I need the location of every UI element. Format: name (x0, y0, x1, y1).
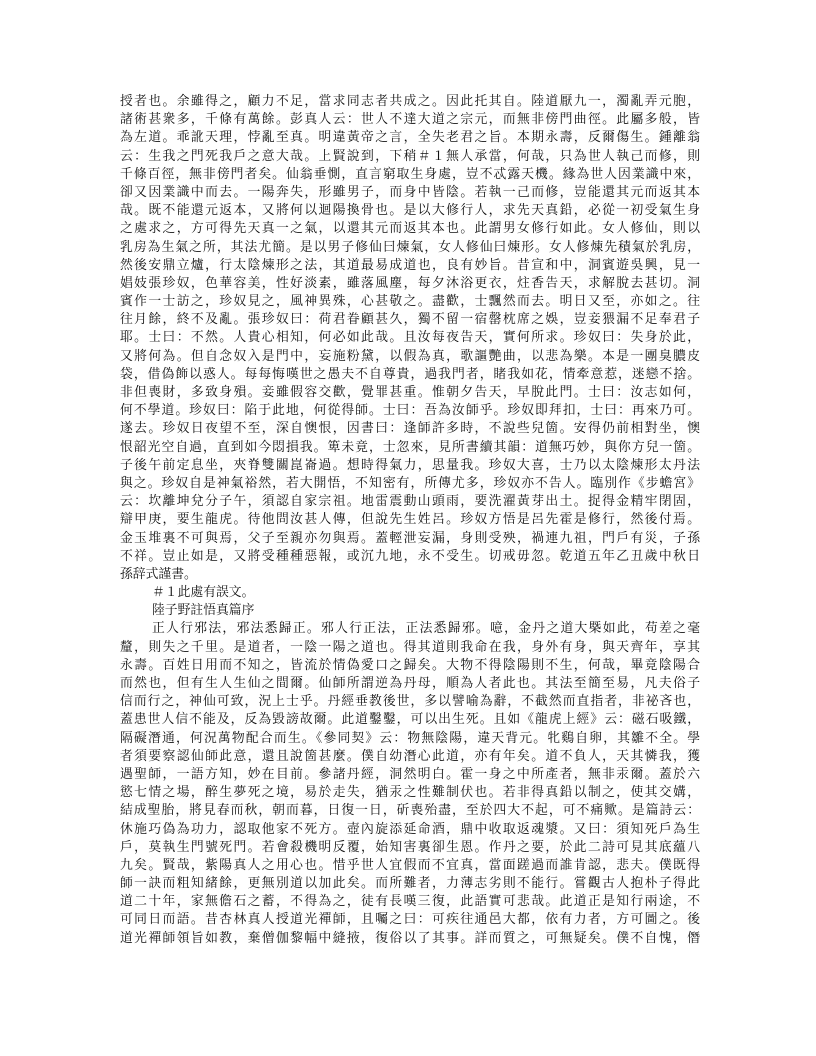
text-line: 諸術甚衆多，千條有萬餘。彭真人云：世人不達大道之宗元，而無非傍門曲徑。此屬多般，皆 (120, 112, 700, 128)
text-line: 又將何為。但自念奴入是門中，妄施粉黛，以假為真，歌謳艷曲，以悲為樂。本是一團臭膿皮 (120, 348, 700, 364)
text-line: 不祥。豈止如是，又將受種種惡報，或沉九地，永不受生。切戒毋忽。乾道五年乙丑歲中秋日 (120, 548, 700, 564)
text-line: 釐，則失之千里。是道者，一陰一陽之道也。得其道則我命在我，身外有身，與天齊年，享其 (120, 639, 700, 655)
text-line: 耶。士曰：不然。人貴心相知，何必如此哉。且汝每夜告天，實何所求。珍奴曰：失身於此， (120, 330, 700, 346)
text-line: 然後安鼎立爐，行太陰煉形之法，其道最易成道也，良有妙旨。昔宣和中，洞賓遊吳興，見一 (120, 257, 700, 273)
text-line: 遂去。珍奴日夜望不至，深自懊恨，因書曰：逢師許多時，不說些兒箇。安得仍前相對坐，懊 (120, 421, 700, 437)
text-line: 蓋患世人信不能及，反為毀謗故爾。此道鑿鑿，可以出生死。且如《龍虎上經》云：磁石吸鐵， (120, 712, 700, 728)
text-line: 何不學道。珍奴曰：陷于此地，何從得師。士曰：吾為汝師乎。珍奴即拜扣，士曰：再來乃可。 (120, 403, 700, 419)
text-line: 授者也。余雖得之，顧力不足，當求同志者共成之。因此托其自。陸道厭九一，濁亂弄元胞， (120, 94, 700, 109)
section-heading: 陸子野註悟真篇序 (152, 603, 255, 619)
text-line: 可同日而語。昔杏林真人授道光禪師，且囑之曰：可疾往通邑大都，依有力者，方可圖之。後 (120, 912, 700, 928)
text-line: 與之。珍奴自是神氣裕然，若大開悟，不知密有，所傳尤多，珍奴亦不告人。臨別作《步蟾宮》 (120, 475, 700, 491)
text-line: 遇聖師，一語方知，妙在目前。參諸丹經，洞然明白。霍一身之中所產者，無非汞爾。蓋於六 (120, 766, 700, 782)
text-line: 往月餘，終不及亂。張珍奴曰：荷君眷顧甚久，獨不留一宿罄枕席之娛，豈妾猥漏不足奉君子 (120, 312, 700, 328)
text-line: 結成聖胎，將見春而秋，朝而暮，日復一日，斫喪殆盡，至於四大不起，可不痛歟。是篇詩云： (120, 803, 700, 819)
text-line: 金玉堆裏不可與焉，父子至親亦勿與焉。蓋輕泄妄漏，身則受殃，禍連九祖，門戶有災，子孫 (120, 530, 700, 546)
text-line: 哉。既不能還元返本，又將何以迴陽換骨也。是以大修行人，求先天真鉛，必從一初受氣生身 (120, 203, 700, 219)
text-line: 慾七情之場，醉生夢死之境，易於走失，猶汞之性難制伏也。若非得真鉛以制之，使其交媾， (120, 785, 700, 801)
paragraph-1 (120, 93, 700, 584)
text-line: 為左道。乖訛天理，悖亂至真。明違黃帝之言，全失老君之旨。本期永壽，反爾傷生。鍾離翁 (120, 130, 700, 146)
text-line: 道光禪師領旨如教，棄僧伽黎幅中縫掖，復俗以了其事。詳而質之，可無疑矣。僕不自愧，僭 (120, 930, 700, 946)
text-line: 賓作一士訪之，珍奴見之，風神異殊，心甚敬之。盡歡，士飄然而去。明日又至，亦如之。往 (120, 294, 700, 310)
text-line: 孫辞式謹書。 (120, 566, 197, 582)
text-line: 子後午前定息坐，夾脊雙關崑崙過。想時得氣力，思量我。珍奴大喜，士乃以太陰煉形太丹法 (120, 457, 700, 473)
text-line: 師一訣而粗知緒餘，更無別道以加此矣。而所難者，力薄志劣則不能行。嘗觀古人抱朴子得此 (120, 876, 700, 892)
text-line: 九矣。賢哉，紫陽真人之用心也。惜乎世人宜假而不宜真，當面蹉過而誰肯認，悲夫。僕既得 (120, 857, 700, 873)
text-line: 正人行邪法，邪法悉歸正。邪人行正法，正法悉歸邪。噫，金丹之道大槩如此，苟差之毫 (152, 621, 700, 637)
text-line: 袋，借偽飾以惑人。每每悔嘆世之愚夫不自尊貴，過我門者，睹我如花，情牽意惹，迷戀不捨。 (120, 366, 700, 382)
text-line: 云：坎離坤兌分子午，須認自家宗祖。地雷震動山頭雨，要洗濯黃芽出土。捉得金精牢閉固， (120, 494, 700, 510)
text-line: 卻又因業識中而去。一陽奔失，形雖男子，而身中皆陰。若執一己而修，豈能還其元而返其本 (120, 184, 700, 200)
text-line: 辯甲庚，要生龍虎。待他問汝甚人傳，但說先生姓呂。珍奴方悟是呂先霍是修行，然後付焉。 (120, 512, 700, 528)
text-line: 云：生我之門死我戶之意大哉。上賢說到，下稍＃１無人承當，何哉，只為世人執己而修，則 (120, 148, 700, 164)
text-line: 隔礙潛通，何況萬物配合而生。《參同契》云：物無陰陽，違天背元。牝鷄自卵，其雛不全。學 (120, 730, 700, 746)
document-page (120, 93, 700, 948)
text-line: 信而行之，神仙可致，況上士乎。丹經垂教後世，多以譬喻為辭，不截然而直指者，非祕吝也， (120, 694, 700, 710)
footnote: ＃１此處有誤文。 (152, 585, 255, 601)
text-line: 之處求之，方可得先天真一之氣，以還其元而返其本也。此謂男女修行如此。女人修仙，則以 (120, 221, 700, 237)
text-line: 恨韶光空自過，直到如今悶損我。箄未竟，士忽來，見所書續其韻：道無巧妙，與你方兒一箇。 (120, 439, 700, 455)
text-line: 而然也，但有生人生仙之間爾。仙師所謂逆為丹母，順為人者此也。其法至簡至易，凡夫俗子 (120, 676, 700, 691)
text-line: 戶，莫執生門號死門。若會殺機明反覆，始知害裏卻生恩。作丹之要，於此二詩可見其底蘊八 (120, 839, 700, 855)
text-line: 休施巧偽為功力，認取他家不死方。壺內旋添延命酒，鼎中收取返魂漿。又曰：須知死戶為生 (120, 821, 700, 837)
text-line: 道二十年，家無儋石之蓄，不得為之，徒有長嘆三復，此語實可悲哉。此道正是知行兩途，不 (120, 894, 700, 910)
text-line: 千條百徑，無非傍門者矣。仙翁垂惻，直言窮取生身處，豈不忒露天機。緣為世人因業識中來， (120, 166, 700, 182)
text-line: 永壽。百姓日用而不知之，皆流於情偽愛口之歸矣。大物不得陰陽則不生，何哉，畢竟陰陽合 (120, 657, 700, 673)
paragraph-2 (120, 620, 700, 947)
text-line: 者須要察認仙師此意，還且說箇甚麼。僕自幼潛心此道，亦有年矣。道不負人，天其憐我，獲 (120, 748, 700, 764)
text-line: 非但喪財，多致身殞。妾雖假容交歡，覺罪甚重。惟朝夕告天，早脫此門。士曰：汝志如何， (120, 385, 700, 400)
text-line: 乳房為生氣之所，其法尤簡。是以男子修仙曰煉氣，女人修仙曰煉形。女人修煉先積氣於乳房， (120, 239, 700, 255)
text-line: 娼妓張珍奴，色華容美，性好淡素，雖落風塵，每夕沐浴更衣，炷香告天，求解脫去甚切。洞 (120, 275, 700, 291)
